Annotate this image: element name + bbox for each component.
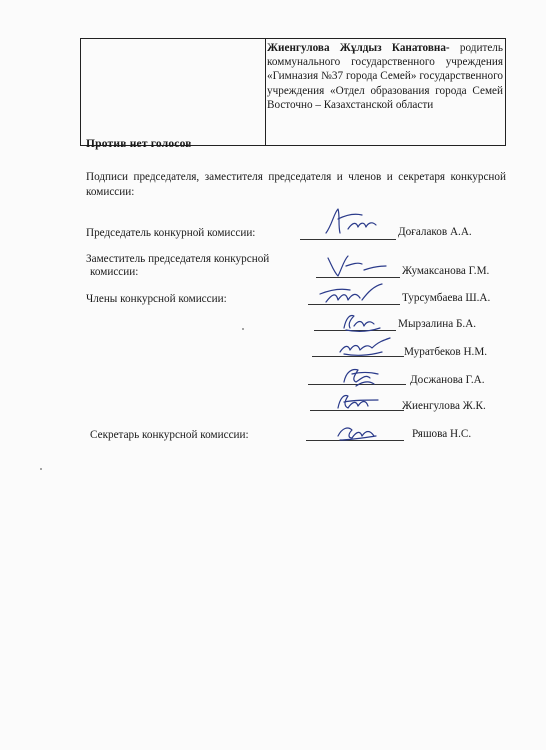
- signatures-intro: Подписи председателя, заместителя председателя и членов и секретаря конкурсной комиссии:: [86, 171, 506, 198]
- member-name: Жиенгулова Жұлдыз Канатовна-: [267, 42, 450, 54]
- chair-label: Председатель конкурной комиссии:: [86, 227, 256, 239]
- members-label: Члены конкурсной комиссии:: [86, 293, 227, 305]
- secretary-signature: [332, 418, 384, 444]
- table-empty-cell: [81, 39, 266, 145]
- members-table: [80, 38, 506, 146]
- chair-signature: [318, 203, 382, 241]
- scan-speck: [40, 468, 42, 470]
- deputy-label-line2: комиссии:: [90, 266, 139, 278]
- member-name-5: Жиенгулова Ж.К.: [402, 400, 486, 412]
- member-signature-5: [332, 388, 388, 414]
- secretary-label: Секретарь конкурсной комиссии:: [90, 429, 249, 441]
- member-signature-2: [340, 308, 386, 334]
- member-name-1: Турсумбаева Ш.А.: [402, 292, 491, 304]
- table-member-cell: [267, 41, 503, 112]
- member-name-4: Досжанова Г.А.: [410, 374, 485, 386]
- member-signature-1: [316, 280, 388, 308]
- deputy-label-line1: Заместитель председателя конкурсной: [86, 253, 270, 265]
- member-signature-3: [334, 334, 394, 360]
- chair-name: Доғалаков А.А.: [398, 226, 472, 238]
- member-signature-4: [336, 360, 390, 390]
- votes-against: Против нет голосов: [86, 138, 192, 150]
- deputy-name: Жумаксанова Г.М.: [402, 265, 490, 277]
- deputy-signature: [322, 252, 392, 280]
- member-description: родитель коммунального государственного учреждения «Гимназия №37 города Семей» государственного учреждения «Отдел образования города Семей Восточно – Казахстанской области: [267, 42, 503, 111]
- member-name-2: Мырзалина Б.А.: [398, 318, 477, 330]
- member-name-3: Муратбеков Н.М.: [404, 346, 488, 358]
- secretary-name: Ряшова Н.С.: [412, 428, 472, 440]
- scan-speck: [242, 328, 244, 330]
